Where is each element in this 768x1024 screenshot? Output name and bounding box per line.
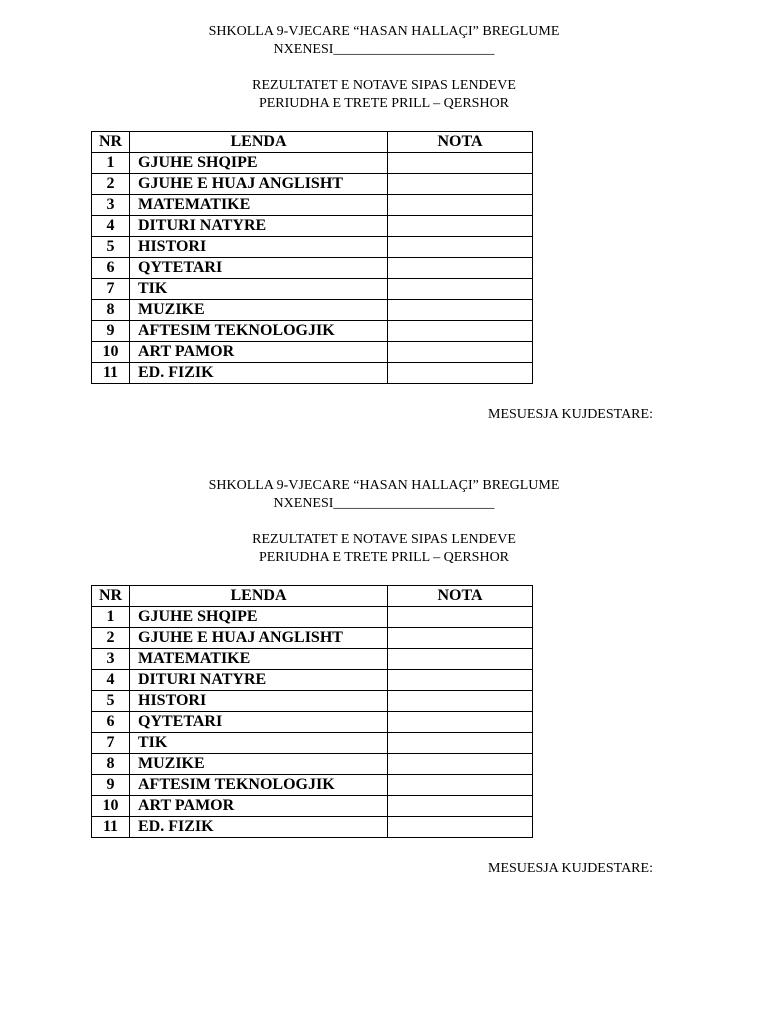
grade-cell [388,258,533,279]
row-number: 9 [92,321,130,342]
row-number: 4 [92,216,130,237]
row-number: 5 [92,237,130,258]
table-row [92,691,533,712]
table-row [92,195,533,216]
subject-name: MUZIKE [130,754,388,775]
row-number: 3 [92,195,130,216]
grades-table [91,585,533,838]
table-row [92,237,533,258]
subject-name: TIK [130,279,388,300]
school-name: SHKOLLA 9-VJECARE “HASAN HALLAÇI” BREGLUME [208,478,560,493]
subject-name: HISTORI [130,237,388,258]
table-row [92,321,533,342]
table-row [92,775,533,796]
subject-name: MUZIKE [130,300,388,321]
header-nr: NR [92,132,130,153]
header-subject: LENDA [130,132,388,153]
table-row [92,216,533,237]
subject-name: GJUHE SHQIPE [130,153,388,174]
subject-name: MATEMATIKE [130,195,388,216]
row-number: 11 [92,817,130,838]
table-row [92,649,533,670]
subject-name: QYTETARI [130,712,388,733]
table-header-row [92,586,533,607]
row-number: 7 [92,733,130,754]
table-row [92,300,533,321]
grade-cell [388,153,533,174]
homeroom-teacher-label: MESUESJA KUJDESTARE: [488,407,653,422]
subject-name: ED. FIZIK [130,817,388,838]
grade-cell [388,796,533,817]
subject-name: ED. FIZIK [130,363,388,384]
table-row [92,712,533,733]
period-title: PERIUDHA E TRETE PRILL – QERSHOR [258,96,510,111]
row-number: 1 [92,607,130,628]
period-title: PERIUDHA E TRETE PRILL – QERSHOR [258,550,510,565]
table-row [92,733,533,754]
grade-cell [388,321,533,342]
row-number: 8 [92,300,130,321]
grade-cell [388,754,533,775]
grade-cell [388,775,533,796]
table-row [92,817,533,838]
header-subject: LENDA [130,586,388,607]
school-name: SHKOLLA 9-VJECARE “HASAN HALLAÇI” BREGLUME [208,24,560,39]
grade-cell [388,279,533,300]
subject-name: GJUHE E HUAJ ANGLISHT [130,174,388,195]
grade-cell [388,300,533,321]
table-row [92,279,533,300]
grade-report-sheet [0,0,768,454]
table-row [92,670,533,691]
subject-name: GJUHE SHQIPE [130,607,388,628]
subject-name: QYTETARI [130,258,388,279]
table-row [92,153,533,174]
row-number: 8 [92,754,130,775]
header-grade: NOTA [388,586,533,607]
table-row [92,258,533,279]
grade-cell [388,733,533,754]
table-row [92,363,533,384]
row-number: 10 [92,796,130,817]
table-row [92,174,533,195]
grade-cell [388,174,533,195]
subject-name: HISTORI [130,691,388,712]
subject-name: ART PAMOR [130,796,388,817]
row-number: 7 [92,279,130,300]
homeroom-teacher-label: MESUESJA KUJDESTARE: [488,861,653,876]
grade-cell [388,237,533,258]
grade-cell [388,670,533,691]
grade-cell [388,342,533,363]
row-number: 5 [92,691,130,712]
header-nr: NR [92,586,130,607]
subject-name: GJUHE E HUAJ ANGLISHT [130,628,388,649]
table-row [92,796,533,817]
row-number: 9 [92,775,130,796]
subject-name: MATEMATIKE [130,649,388,670]
table-row [92,342,533,363]
student-name-field: NXENESI_______________________ [273,42,495,57]
subject-name: AFTESIM TEKNOLOGJIK [130,321,388,342]
grade-cell [388,607,533,628]
grade-cell [388,712,533,733]
subject-name: AFTESIM TEKNOLOGJIK [130,775,388,796]
subject-name: DITURI NATYRE [130,216,388,237]
grade-cell [388,649,533,670]
grade-cell [388,628,533,649]
grade-cell [388,363,533,384]
results-title: REZULTATET E NOTAVE SIPAS LENDEVE [252,532,516,547]
row-number: 6 [92,712,130,733]
grade-cell [388,817,533,838]
student-name-field: NXENESI_______________________ [273,496,495,511]
grade-report-sheet [0,454,768,908]
subject-name: TIK [130,733,388,754]
table-row [92,754,533,775]
subject-name: DITURI NATYRE [130,670,388,691]
row-number: 4 [92,670,130,691]
grade-cell [388,216,533,237]
row-number: 11 [92,363,130,384]
table-header-row [92,132,533,153]
row-number: 10 [92,342,130,363]
row-number: 3 [92,649,130,670]
table-row [92,628,533,649]
row-number: 2 [92,174,130,195]
grade-cell [388,691,533,712]
row-number: 2 [92,628,130,649]
row-number: 1 [92,153,130,174]
grade-cell [388,195,533,216]
subject-name: ART PAMOR [130,342,388,363]
results-title: REZULTATET E NOTAVE SIPAS LENDEVE [252,78,516,93]
grades-table [91,131,533,384]
header-grade: NOTA [388,132,533,153]
row-number: 6 [92,258,130,279]
table-row [92,607,533,628]
